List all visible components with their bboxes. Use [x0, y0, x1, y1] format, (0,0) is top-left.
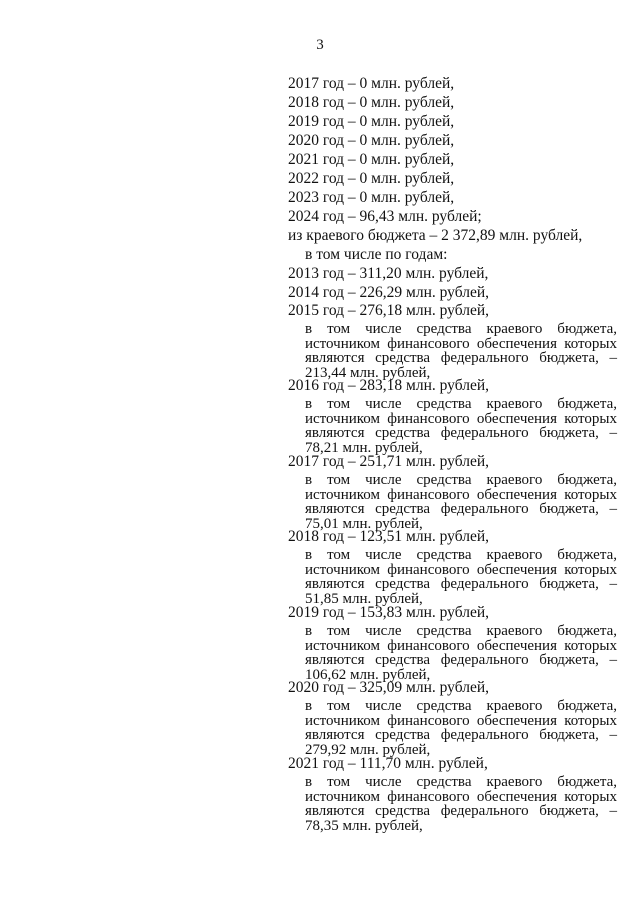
line-2017-federal: 2017 год – 0 млн. рублей,: [288, 75, 455, 92]
line-2018: 2018 год – 123,51 млн. рублей,: [288, 528, 490, 545]
note-2021: в том числе средства краевого бюджета, источником финансового обеспечения которых являются средства федерального бюджета, – 78,35 млн. рублей,: [305, 774, 617, 834]
line-2023-federal: 2023 год – 0 млн. рублей,: [288, 189, 455, 206]
line-2024-federal: 2024 год – 96,43 млн. рублей;: [288, 208, 482, 225]
line-2016: 2016 год – 283,18 млн. рублей,: [288, 377, 490, 394]
line-2020: 2020 год – 325,09 млн. рублей,: [288, 679, 490, 696]
line-2018-federal: 2018 год – 0 млн. рублей,: [288, 94, 455, 111]
note-2017: в том числе средства краевого бюджета, источником финансового обеспечения которых являются средства федерального бюджета, – 75,01 млн. рублей,: [305, 472, 617, 532]
regional-budget-total: из краевого бюджета – 2 372,89 млн. рублей,: [288, 227, 583, 244]
note-2016: в том числе средства краевого бюджета, источником финансового обеспечения которых являются средства федерального бюджета, – 78,21 млн. рублей,: [305, 396, 617, 456]
line-2017: 2017 год – 251,71 млн. рублей,: [288, 453, 490, 470]
line-2015: 2015 год – 276,18 млн. рублей,: [288, 302, 490, 319]
line-2013: 2013 год – 311,20 млн. рублей,: [288, 265, 489, 282]
line-2021-federal: 2021 год – 0 млн. рублей,: [288, 151, 455, 168]
line-2019: 2019 год – 153,83 млн. рублей,: [288, 604, 490, 621]
line-2021: 2021 год – 111,70 млн. рублей,: [288, 755, 488, 772]
note-2015: в том числе средства краевого бюджета, источником финансового обеспечения которых являются средства федерального бюджета, – 213,44 млн. рублей,: [305, 321, 617, 381]
line-2014: 2014 год – 226,29 млн. рублей,: [288, 284, 490, 301]
note-2018: в том числе средства краевого бюджета, источником финансового обеспечения которых являются средства федерального бюджета, – 51,85 млн. рублей,: [305, 547, 617, 607]
line-2020-federal: 2020 год – 0 млн. рублей,: [288, 132, 455, 149]
note-2019: в том числе средства краевого бюджета, источником финансового обеспечения которых являются средства федерального бюджета, – 106,62 млн. рублей,: [305, 623, 617, 683]
by-years-heading: в том числе по годам:: [305, 246, 448, 263]
line-2019-federal: 2019 год – 0 млн. рублей,: [288, 113, 455, 130]
page-number: 3: [316, 37, 324, 53]
note-2020: в том числе средства краевого бюджета, источником финансового обеспечения которых являются средства федерального бюджета, – 279,92 млн. рублей,: [305, 698, 617, 758]
line-2022-federal: 2022 год – 0 млн. рублей,: [288, 170, 455, 187]
